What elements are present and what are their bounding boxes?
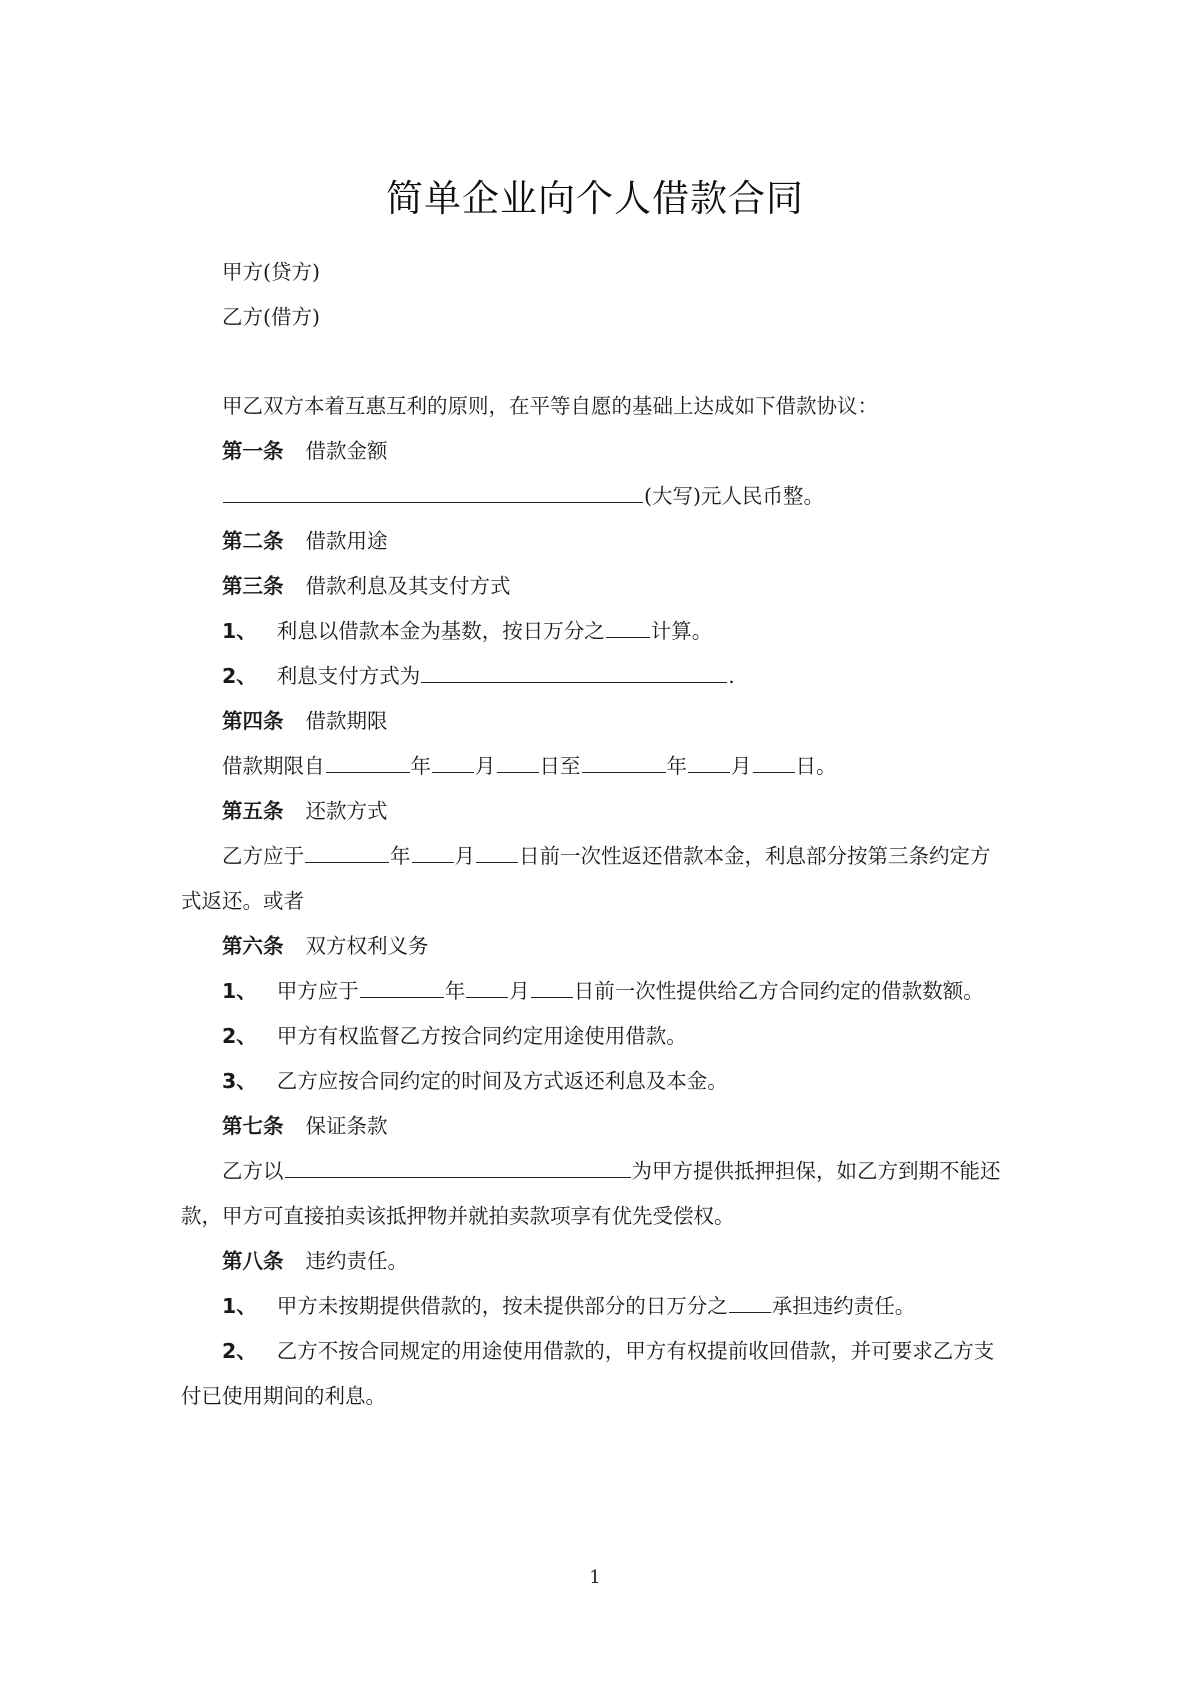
article-title: 还款方式 — [305, 799, 388, 823]
article-7-heading — [222, 1112, 388, 1140]
party-a-line: 甲方(贷方) — [222, 260, 320, 284]
art6-item-2 — [222, 1022, 687, 1050]
article-title: 借款用途 — [305, 529, 388, 553]
start-year-blank — [326, 752, 410, 773]
article-number: 第三条 — [222, 574, 284, 598]
repay-day-blank — [476, 842, 518, 863]
page-number: 1 — [589, 1567, 601, 1588]
month-label: 月 — [731, 754, 752, 778]
year-label: 年 — [666, 754, 687, 778]
article-number: 第五条 — [222, 799, 284, 823]
art6-item-3 — [222, 1067, 728, 1095]
provide-day-blank — [531, 977, 573, 998]
item-number: 2、 — [222, 1339, 257, 1363]
end-month-blank — [688, 752, 730, 773]
month-label: 月 — [509, 979, 530, 1003]
guarantee-pre: 乙方以 — [222, 1159, 284, 1183]
month-label: 月 — [454, 844, 475, 868]
repay-continuation: 式返还。或者 — [181, 889, 304, 913]
start-day-blank — [497, 752, 539, 773]
month-label: 月 — [475, 754, 496, 778]
provide-month-blank — [466, 977, 508, 998]
item-text: 利息支付方式为 — [276, 664, 421, 688]
interest-rate-blank — [606, 617, 650, 638]
item-text-post: 承担违约责任。 — [771, 1294, 916, 1318]
item-number: 1、 — [222, 979, 257, 1003]
article-title: 借款金额 — [305, 439, 388, 463]
article-number: 第二条 — [222, 529, 284, 553]
item-number: 1、 — [222, 619, 257, 643]
day-end-label: 日。 — [795, 754, 837, 778]
art3-item-1 — [222, 617, 712, 645]
item-text-post: 计算。 — [650, 619, 713, 643]
item-number: 2、 — [222, 1024, 257, 1048]
party-b-line: 乙方(借方) — [222, 305, 320, 329]
guarantee-post: 为甲方提供抵押担保，如乙方到期不能还 — [631, 1159, 1001, 1183]
article-title: 违约责任。 — [305, 1249, 408, 1273]
article-4-heading — [222, 707, 388, 735]
article-number: 第四条 — [222, 709, 284, 733]
article-number: 第六条 — [222, 934, 284, 958]
item-number: 2、 — [222, 664, 257, 688]
year-label: 年 — [444, 979, 466, 1003]
item-text: 乙方应按合同约定的时间及方式返还利息及本金。 — [276, 1069, 728, 1093]
article-5-heading — [222, 797, 388, 825]
item-text: 甲方应于 — [276, 979, 359, 1003]
document-title: 简单企业向个人借款合同 — [386, 177, 804, 220]
amount-line — [222, 482, 824, 510]
article-1-heading — [222, 437, 388, 465]
article-title: 双方权利义务 — [305, 934, 429, 958]
penalty-rate-blank — [729, 1292, 771, 1313]
art8-item-2-continuation: 付已使用期间的利息。 — [181, 1384, 386, 1408]
article-number: 第八条 — [222, 1249, 284, 1273]
guarantee-line — [222, 1157, 1001, 1185]
repay-post: 日前一次性返还借款本金，利息部分按第三条约定方 — [519, 844, 991, 868]
article-title: 借款利息及其支付方式 — [305, 574, 511, 598]
repay-pre: 乙方应于 — [222, 844, 304, 868]
art6-item-1 — [222, 977, 984, 1005]
item-text-post: 日前一次性提供给乙方合同约定的借款数额。 — [573, 979, 984, 1003]
end-year-blank — [582, 752, 666, 773]
guarantee-continuation: 款，甲方可直接拍卖该抵押物并就拍卖款项享有优先受偿权。 — [181, 1204, 735, 1228]
article-8-heading — [222, 1247, 408, 1275]
term-pre: 借款期限自 — [222, 754, 325, 778]
article-number: 第一条 — [222, 439, 284, 463]
repay-year-blank — [305, 842, 389, 863]
intro-paragraph: 甲乙双方本着互惠互利的原则，在平等自愿的基础上达成如下借款协议： — [222, 394, 878, 418]
term-line — [222, 752, 837, 780]
art8-item-2 — [222, 1337, 994, 1365]
item-text: 甲方有权监督乙方按合同约定用途使用借款。 — [276, 1024, 687, 1048]
year-label: 年 — [390, 844, 411, 868]
article-title: 保证条款 — [305, 1114, 388, 1138]
item-text: 利息以借款本金为基数，按日万分之 — [276, 619, 605, 643]
art3-item-2 — [222, 662, 735, 690]
amount-suffix: (大写)元人民币整。 — [644, 484, 824, 508]
payment-method-blank — [421, 662, 727, 683]
art8-item-1 — [222, 1292, 915, 1320]
item-number: 1、 — [222, 1294, 257, 1318]
amount-blank — [223, 482, 643, 503]
end-day-blank — [753, 752, 795, 773]
collateral-blank — [285, 1157, 631, 1178]
article-6-heading — [222, 932, 429, 960]
day-to-label: 日至 — [539, 754, 581, 778]
article-2-heading — [222, 527, 388, 555]
start-month-blank — [432, 752, 474, 773]
article-number: 第七条 — [222, 1114, 284, 1138]
provide-year-blank — [360, 977, 444, 998]
item-text: 甲方未按期提供借款的，按未提供部分的日万分之 — [276, 1294, 728, 1318]
article-3-heading — [222, 572, 511, 600]
item-text-post: . — [728, 664, 735, 688]
article-title: 借款期限 — [305, 709, 388, 733]
repay-line — [222, 842, 991, 870]
year-label: 年 — [410, 754, 431, 778]
item-text: 乙方不按合同规定的用途使用借款的，甲方有权提前收回借款，并可要求乙方支 — [276, 1339, 995, 1363]
repay-month-blank — [412, 842, 454, 863]
item-number: 3、 — [222, 1069, 257, 1093]
